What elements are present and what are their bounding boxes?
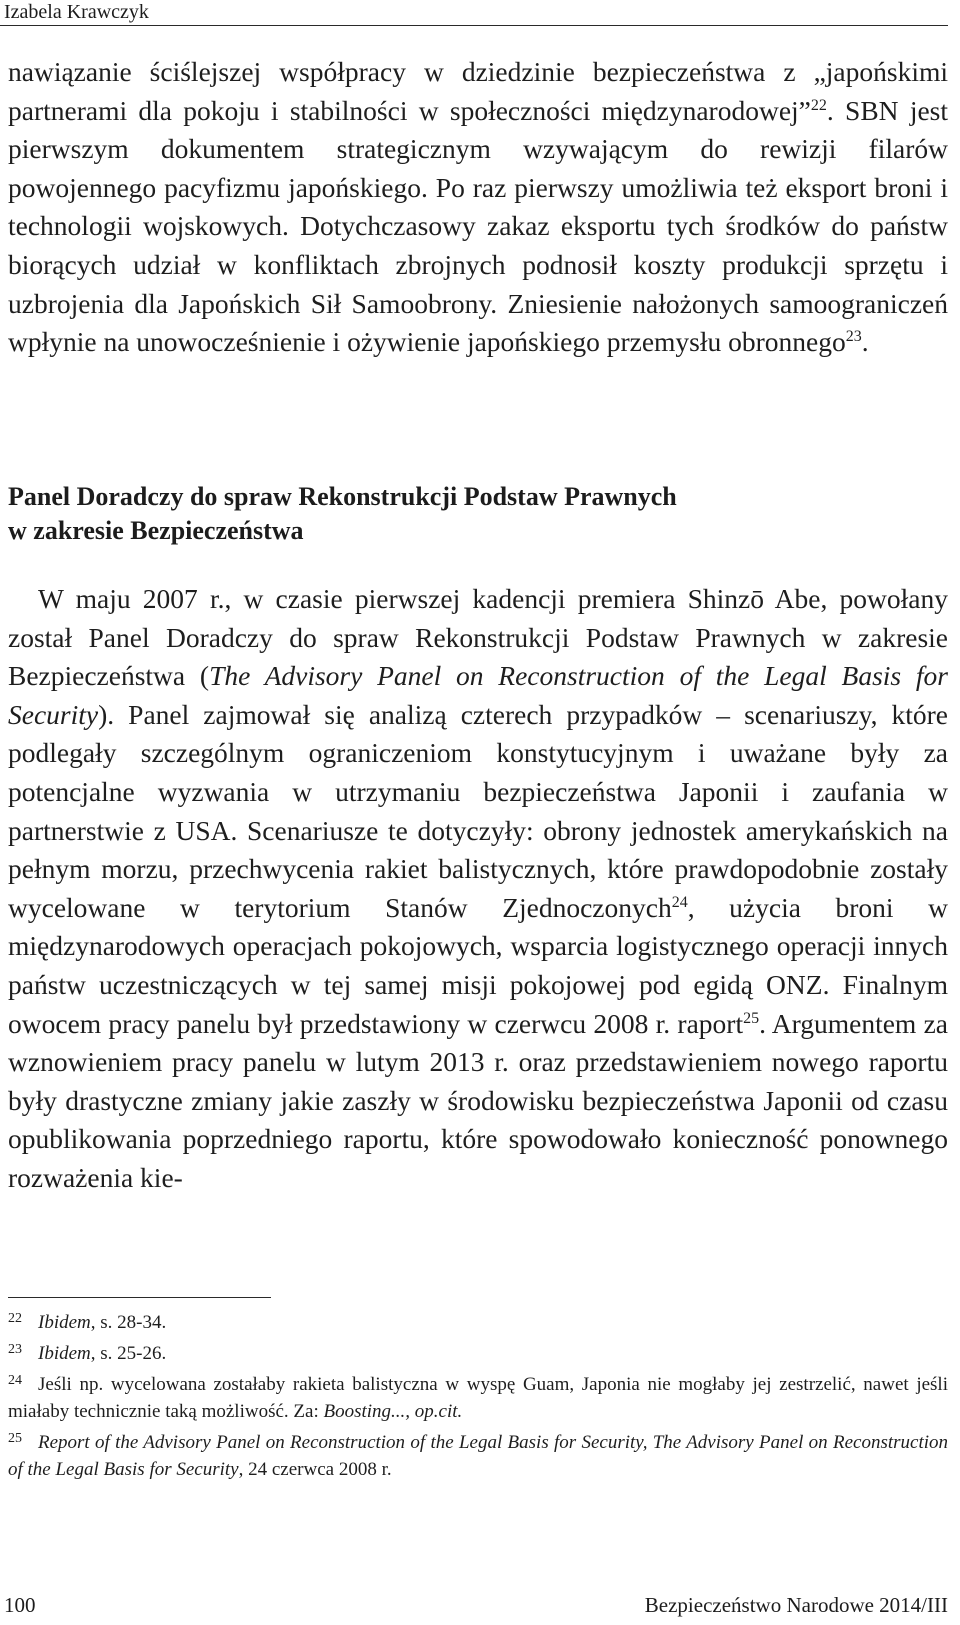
footnote-italic: Report of the Advisory Panel on Reconstruction of the Legal Basis for Security, The Advisory Panel on Reconstruction of the Legal Basis for Security: [8, 1432, 948, 1480]
footnote-divider: [8, 1297, 271, 1298]
footnote-italic: Ibidem: [38, 1312, 91, 1333]
footnote-italic-source: Boosting..., op.cit.: [323, 1401, 463, 1422]
paragraph-2-text-c: , użycia broni w międzynarodowych operacjach pokojowych, wsparcia logistycznego operacji innych państw uczestniczących w tej samej misji pokojowej pod egidą ONZ. Finalnym owocem pracy panelu był przedstawiony w czerwcu 2008 r. raport: [8, 891, 949, 1039]
paragraph-2: [8, 580, 948, 1198]
header-divider: [0, 25, 948, 26]
footnote-number: 23: [8, 1342, 22, 1357]
paragraph-2-text-d: . Argumentem za wznowieniem pracy panelu w lutym 2013 r. oraz przedstawieniem nowego raportu były drastyczne zmiany jakie zaszły w środowisku bezpieczeństwa Japonii od czasu opublikowania poprzedniego raportu, które spowodowało konieczność ponownego rozważenia kie-: [8, 1007, 949, 1193]
section-heading-line-2: w zakresie Bezpieczeństwa: [8, 516, 304, 545]
footnote-23: [8, 1336, 948, 1367]
footnote-22: [8, 1305, 948, 1336]
footnote-number: 22: [8, 1311, 22, 1326]
section-heading-line-1: Panel Doradczy do spraw Rekonstrukcji Podstaw Prawnych: [8, 482, 677, 511]
footnote-25: [8, 1425, 948, 1483]
footnotes: [8, 1305, 948, 1483]
paragraph-2-italic-title: The Advisory Panel on Reconstruction of the Legal Basis for Security: [8, 660, 948, 730]
paragraph-2-text-b: ). Panel zajmował się analizą czterech przypadków – scenariuszy, które podlegały szczególnym ograniczeniom konstytucyjnym i uważane były za potencjalne wyzwania w utrzymaniu bezpieczeństwa Japonii i zaufania w partnerstwie z USA. Scenariusze te dotyczyły: obrony jednostek amerykańskich na pełnym morzu, przechwycenia rakiet balistycznych, które prawdopodobnie zostały wycelowane w terytorium Stanów Zjednoczonych: [8, 698, 948, 923]
footnote-ref-24[interactable]: 24: [671, 893, 688, 911]
running-header-author: Izabela Krawczyk: [4, 1, 149, 23]
paragraph-1: [8, 53, 948, 362]
page-number: 100: [4, 1593, 36, 1617]
footnote-text: , 24 czerwca 2008 r.: [238, 1459, 392, 1480]
footnote-italic: Ibidem: [38, 1343, 91, 1364]
footnote-number: 25: [8, 1431, 22, 1446]
paragraph-2-text-a: W maju 2007 r., w czasie pierwszej kadencji premiera Shinzō Abe, powołany został Panel Doradczy do spraw Rekonstrukcji Podstaw Prawnych w zakresie Bezpieczeństwa (: [8, 583, 948, 692]
footnote-24: [8, 1367, 948, 1425]
footnote-ref-23[interactable]: 23: [845, 328, 862, 345]
footnote-ref-22[interactable]: 22: [810, 96, 827, 114]
paragraph-1-text-c: .: [861, 326, 869, 358]
footnote-text: , s. 28-34.: [90, 1312, 167, 1333]
footnote-number: 24: [8, 1373, 22, 1388]
section-heading: [8, 480, 948, 548]
journal-title: Bezpieczeństwo Narodowe 2014/III: [644, 1593, 948, 1617]
paragraph-1-text-a: nawiązanie ściślejszej współpracy w dziedzinie bezpieczeństwa z „japońskimi partnerami dla pokoju i stabilności w społeczności międzynarodowej”: [8, 56, 948, 126]
paragraph-1-text-b: . SBN jest pierwszym dokumentem strategicznym wzywającym do rewizji filarów powojennego pacyfizmu japońskiego. Po raz pierwszy umożliwia też eksport broni i technologii wojskowych. Dotychczasowy zakaz eksportu tych środków do państw biorących udział w konfliktach zbrojnych podnosił koszty produkcji sprzętu i uzbrojenia dla Japońskich Sił Samoobrony. Zniesienie nałożonych samoograniczeń wpłynie na unowocześnienie i ożywienie japońskiego przemysłu obronnego: [8, 94, 949, 358]
footnote-text: Jeśli np. wycelowana zostałaby rakieta balistyczna w wyspę Guam, Japonia nie mogłaby jej zestrzelić, nawet jeśli miałaby technicznie taką możliwość. Za:: [8, 1374, 948, 1422]
footnote-text: , s. 25-26.: [90, 1343, 167, 1364]
footnote-ref-25[interactable]: 25: [743, 1009, 760, 1027]
